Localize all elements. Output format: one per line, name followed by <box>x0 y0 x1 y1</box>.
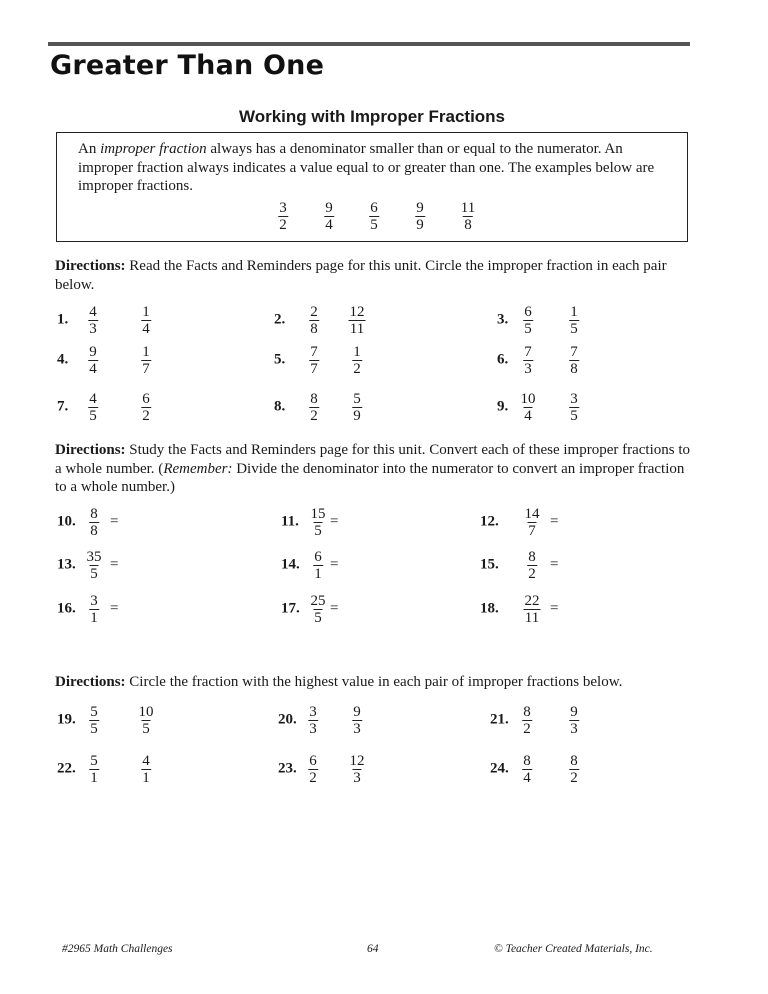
denominator: 5 <box>370 217 378 233</box>
choice-fraction-a <box>522 754 532 785</box>
denominator: 2 <box>570 770 578 786</box>
numerator: 8 <box>570 753 578 769</box>
example-fraction <box>324 201 334 232</box>
denominator: 4 <box>325 217 333 233</box>
choice-fraction-b <box>141 392 151 423</box>
footer-copyright: © Teacher Created Materials, Inc. <box>494 943 653 955</box>
numerator: 14 <box>524 506 540 522</box>
denominator: 1 <box>142 770 150 786</box>
denominator: 8 <box>90 523 98 539</box>
numerator: 3 <box>279 200 287 216</box>
choice-fraction-b <box>349 754 366 785</box>
question-number: 6. <box>497 351 509 368</box>
denominator: 2 <box>528 566 536 582</box>
definition-text: An improper fraction always has a denominator smaller than or equal to the numerator. An improper fraction always indicates a value equal to or greater than one. The examples below are improper fractions. <box>78 141 655 194</box>
choice-fraction-b <box>569 754 579 785</box>
convert-fraction <box>313 550 323 581</box>
question-number: 8. <box>274 398 286 415</box>
denominator: 1 <box>90 770 98 786</box>
denominator: 5 <box>570 408 578 424</box>
choice-fraction-a <box>309 345 319 376</box>
equals-sign: = <box>110 600 119 617</box>
denominator: 8 <box>310 321 318 337</box>
example-fraction <box>415 201 425 232</box>
numerator: 25 <box>310 593 326 609</box>
choice-fraction-b <box>352 392 362 423</box>
choice-fraction-b <box>349 305 366 336</box>
denominator: 1 <box>314 566 322 582</box>
numerator: 9 <box>416 200 424 216</box>
denominator: 5 <box>314 610 322 626</box>
choice-fraction-b <box>141 305 151 336</box>
equals-sign: = <box>550 556 559 573</box>
numerator: 8 <box>523 704 531 720</box>
denominator: 3 <box>570 721 578 737</box>
directions-label: Directions: <box>55 258 126 274</box>
choice-fraction-a <box>308 754 318 785</box>
numerator: 1 <box>142 304 150 320</box>
question-number: 23. <box>278 760 297 777</box>
numerator: 22 <box>524 593 540 609</box>
denominator: 2 <box>142 408 150 424</box>
numerator: 5 <box>353 391 361 407</box>
example-fraction <box>460 201 476 232</box>
footer-book: #2965 Math Challenges <box>62 943 173 955</box>
choice-fraction-b <box>141 345 151 376</box>
question-number: 19. <box>57 711 76 728</box>
denominator: 4 <box>142 321 150 337</box>
choice-fraction-a <box>520 392 537 423</box>
numerator: 4 <box>142 753 150 769</box>
denominator: 11 <box>524 610 540 626</box>
choice-fraction-b <box>569 392 579 423</box>
numerator: 3 <box>309 704 317 720</box>
directions-1: Directions: Read the Facts and Reminders page for this unit. Circle the improper fraction in each pair below. <box>55 258 667 293</box>
question-number: 20. <box>278 711 297 728</box>
denominator: 5 <box>89 408 97 424</box>
convert-fraction <box>89 507 99 538</box>
denominator: 3 <box>353 770 361 786</box>
numerator: 12 <box>349 753 365 769</box>
denominator: 3 <box>524 361 532 377</box>
numerator: 1 <box>142 344 150 360</box>
question-number: 1. <box>57 311 69 328</box>
question-number: 17. <box>281 600 300 617</box>
numerator: 8 <box>528 549 536 565</box>
convert-fraction <box>310 594 327 625</box>
convert-fraction <box>310 507 327 538</box>
example-fraction <box>369 201 379 232</box>
question-number: 14. <box>281 556 300 573</box>
denominator: 7 <box>142 361 150 377</box>
choice-fraction-b <box>352 705 362 736</box>
numerator: 1 <box>353 344 361 360</box>
page-title: Greater Than One <box>50 50 325 81</box>
numerator: 10 <box>520 391 536 407</box>
choice-fraction-a <box>523 345 533 376</box>
question-number: 11. <box>281 513 299 530</box>
denominator: 1 <box>90 610 98 626</box>
choice-fraction-a <box>89 705 99 736</box>
numerator: 6 <box>524 304 532 320</box>
denominator: 8 <box>570 361 578 377</box>
definition-term: improper fraction <box>100 141 207 157</box>
question-number: 22. <box>57 760 76 777</box>
numerator: 9 <box>353 704 361 720</box>
numerator: 4 <box>89 304 97 320</box>
question-number: 9. <box>497 398 509 415</box>
directions-3: Directions: Circle the fraction with the highest value in each pair of improper fractions below. <box>55 674 623 690</box>
denominator: 5 <box>90 566 98 582</box>
directions-label: Directions: <box>55 442 126 458</box>
numerator: 4 <box>89 391 97 407</box>
choice-fraction-b <box>141 754 151 785</box>
directions-label: Directions: <box>55 674 126 690</box>
denominator: 7 <box>528 523 536 539</box>
numerator: 3 <box>90 593 98 609</box>
numerator: 7 <box>310 344 318 360</box>
choice-fraction-a <box>89 754 99 785</box>
numerator: 6 <box>370 200 378 216</box>
question-number: 7. <box>57 398 69 415</box>
numerator: 10 <box>138 704 154 720</box>
example-fraction <box>278 201 288 232</box>
choice-fraction-a <box>88 345 98 376</box>
numerator: 15 <box>310 506 326 522</box>
denominator: 4 <box>524 408 532 424</box>
choice-fraction-a <box>88 305 98 336</box>
numerator: 8 <box>90 506 98 522</box>
question-number: 21. <box>490 711 509 728</box>
footer-page-number: 64 <box>367 943 379 955</box>
choice-fraction-a <box>88 392 98 423</box>
question-number: 10. <box>57 513 76 530</box>
numerator: 1 <box>570 304 578 320</box>
choice-fraction-a <box>522 705 532 736</box>
numerator: 8 <box>523 753 531 769</box>
question-number: 3. <box>497 311 509 328</box>
denominator: 5 <box>570 321 578 337</box>
question-number: 12. <box>480 513 499 530</box>
equals-sign: = <box>330 513 339 530</box>
denominator: 3 <box>309 721 317 737</box>
denominator: 11 <box>349 321 365 337</box>
denominator: 2 <box>279 217 287 233</box>
denominator: 3 <box>353 721 361 737</box>
choice-fraction-b <box>138 705 155 736</box>
numerator: 9 <box>325 200 333 216</box>
equals-sign: = <box>550 513 559 530</box>
convert-fraction <box>89 594 99 625</box>
choice-fraction-b <box>569 305 579 336</box>
equals-sign: = <box>330 600 339 617</box>
denominator: 2 <box>309 770 317 786</box>
numerator: 7 <box>570 344 578 360</box>
choice-fraction-b <box>569 705 579 736</box>
page-subtitle: Working with Improper Fractions <box>238 107 506 126</box>
denominator: 2 <box>353 361 361 377</box>
numerator: 2 <box>310 304 318 320</box>
choice-fraction-b <box>352 345 362 376</box>
question-number: 13. <box>57 556 76 573</box>
convert-fraction <box>524 507 541 538</box>
numerator: 9 <box>89 344 97 360</box>
denominator: 5 <box>314 523 322 539</box>
choice-fraction-a <box>309 392 319 423</box>
question-number: 16. <box>57 600 76 617</box>
denominator: 9 <box>416 217 424 233</box>
choice-fraction-a <box>523 305 533 336</box>
numerator: 6 <box>314 549 322 565</box>
equals-sign: = <box>110 513 119 530</box>
denominator: 5 <box>142 721 150 737</box>
numerator: 6 <box>309 753 317 769</box>
numerator: 5 <box>90 704 98 720</box>
denominator: 7 <box>310 361 318 377</box>
question-number: 15. <box>480 556 499 573</box>
denominator: 4 <box>89 361 97 377</box>
choice-fraction-a <box>309 305 319 336</box>
numerator: 8 <box>310 391 318 407</box>
denominator: 3 <box>89 321 97 337</box>
equals-sign: = <box>330 556 339 573</box>
denominator: 9 <box>353 408 361 424</box>
directions-2: Directions: Study the Facts and Reminders page for this unit. Convert each of these improper fractions to a whole number. (Remember: Divide the denominator into the numerator to convert an improper fraction to a whole number.) <box>55 442 690 495</box>
denominator: 4 <box>523 770 531 786</box>
denominator: 2 <box>523 721 531 737</box>
denominator: 8 <box>464 217 472 233</box>
numerator: 7 <box>524 344 532 360</box>
choice-fraction-a <box>308 705 318 736</box>
equals-sign: = <box>110 556 119 573</box>
numerator: 11 <box>460 200 476 216</box>
numerator: 5 <box>90 753 98 769</box>
numerator: 35 <box>86 549 102 565</box>
question-number: 18. <box>480 600 499 617</box>
question-number: 2. <box>274 311 286 328</box>
denominator: 5 <box>524 321 532 337</box>
equals-sign: = <box>550 600 559 617</box>
numerator: 12 <box>349 304 365 320</box>
choice-fraction-b <box>569 345 579 376</box>
convert-fraction <box>86 550 103 581</box>
convert-fraction <box>524 594 541 625</box>
top-rule <box>48 42 690 46</box>
convert-fraction <box>527 550 537 581</box>
question-number: 24. <box>490 760 509 777</box>
numerator: 9 <box>570 704 578 720</box>
numerator: 3 <box>570 391 578 407</box>
numerator: 6 <box>142 391 150 407</box>
question-number: 4. <box>57 351 69 368</box>
denominator: 2 <box>310 408 318 424</box>
denominator: 5 <box>90 721 98 737</box>
question-number: 5. <box>274 351 286 368</box>
